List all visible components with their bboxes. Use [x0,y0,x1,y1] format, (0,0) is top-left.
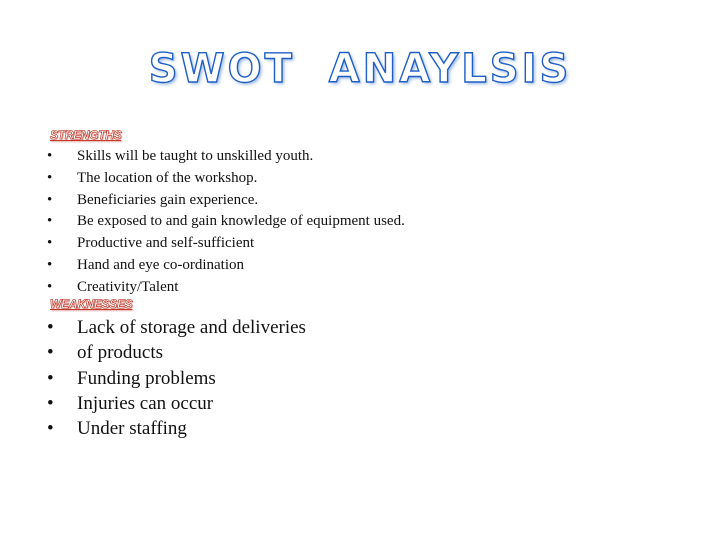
list-item [0,416,306,441]
list-item [0,366,306,391]
list-item [0,211,405,233]
bullet: • [47,278,53,295]
list-item [0,146,405,168]
bullet: • [47,317,54,338]
list-item-text: Under staffing [77,418,187,440]
list-item-text: of products [77,342,164,364]
list-item [0,315,306,340]
bullet: • [47,367,54,389]
bullet: • [47,235,53,252]
bullet: • [47,418,54,440]
bullet: • [47,213,53,230]
slide-title: SWOT ANAYLSIS [148,46,572,92]
weaknesses-heading: WEAKNESSES [50,297,133,311]
bullet: • [47,392,54,414]
bullet: • [47,342,54,364]
list-item [0,340,306,365]
list-item-text: The location of the workshop. [77,169,258,186]
list-item [0,255,405,277]
list-item [0,391,306,416]
list-item-text: Skills will be taught to unskilled youth. [77,148,314,164]
list-item [0,190,405,212]
list-item-text: Productive and self-sufficient [77,235,255,252]
list-item-text: Injuries can occur [77,392,214,414]
bullet: • [47,148,53,164]
list-item-text: Funding problems [77,367,216,389]
strengths-heading: STRENGTHS [50,128,122,142]
list-item [0,233,405,255]
bullet: • [47,256,53,273]
bullet: • [47,191,53,208]
list-item [0,277,405,299]
strengths-list [0,146,405,299]
bullet: • [47,169,53,186]
list-item-text: Creativity/Talent [77,278,179,295]
list-item-text: Beneficiaries gain experience. [77,191,259,208]
list-item-text: Be exposed to and gain knowledge of equipment used. [77,213,405,230]
list-item-text: Hand and eye co-ordination [77,256,245,273]
list-item [0,168,405,190]
weaknesses-list [0,315,306,441]
list-item-text: Lack of storage and deliveries [77,317,306,338]
